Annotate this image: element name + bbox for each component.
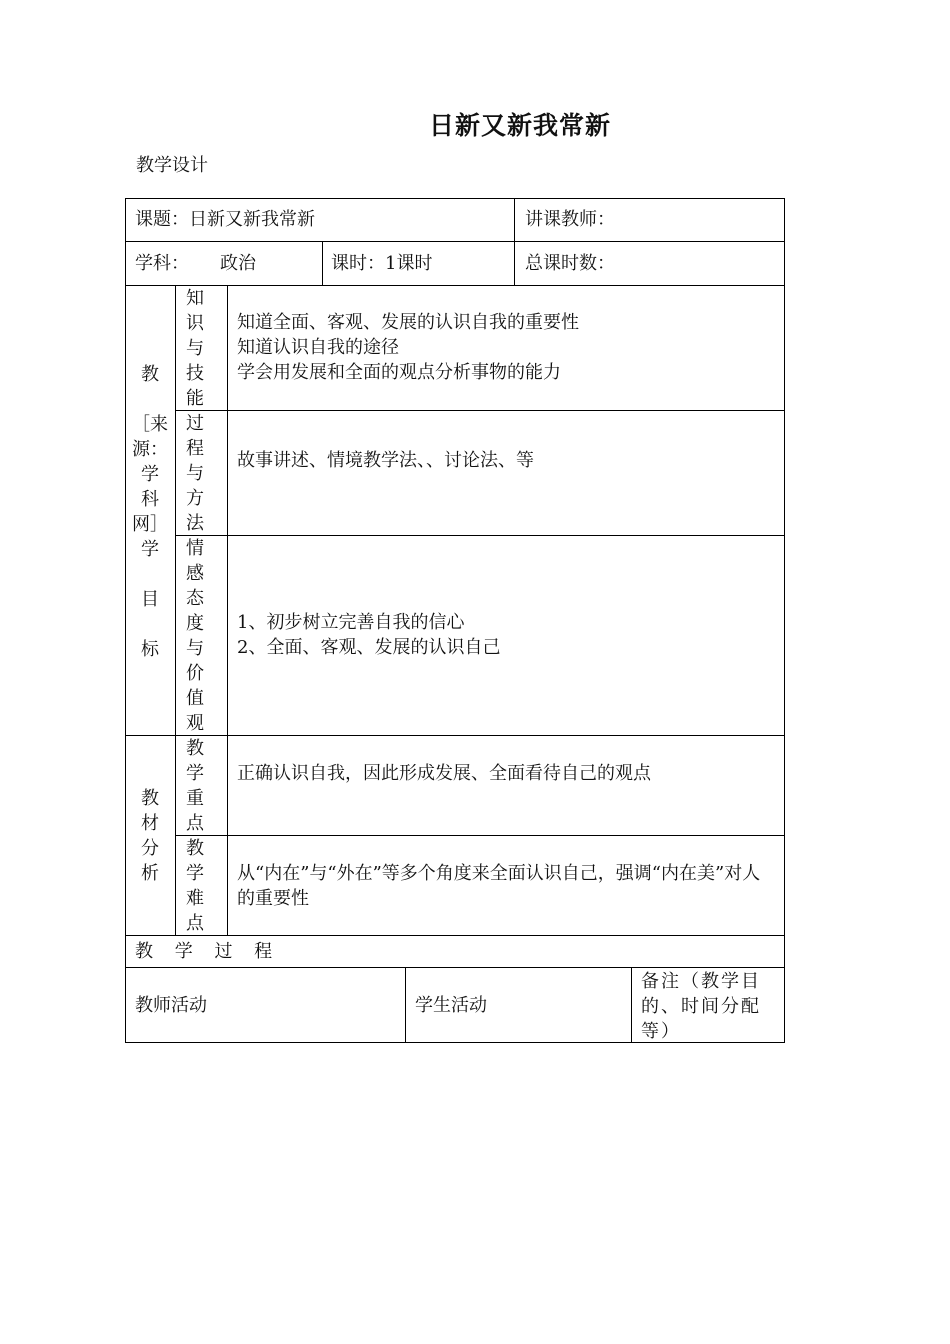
key-point-label: 教 学 重 点 (186, 738, 204, 834)
teacher-activity-header: 教师活动 (135, 995, 207, 1016)
row-divider (125, 935, 785, 936)
row-divider (125, 735, 785, 736)
knowledge-skills-label: 知 识 与 技 能 (186, 288, 204, 409)
teaching-goals-label: 教 ［来 源： 学 科 网］ 学 目 标 (132, 364, 168, 660)
col-divider (514, 198, 515, 286)
row-divider (125, 967, 785, 968)
table-border-right (784, 198, 785, 1043)
row-divider (175, 835, 785, 836)
emotion-values-content: 1、初步树立完善自我的信心 2、全面、客观、发展的认识自己 (237, 612, 501, 658)
teacher-label: 讲课教师： (525, 209, 615, 230)
difficulty-label: 教 学 难 点 (186, 838, 204, 934)
period-label: 课时：1课时 (331, 253, 433, 274)
notes-header: 备注（教学目的、时间分配等） (641, 971, 761, 1042)
key-point-content: 正确认识自我，因此形成发展、全面看待自己的观点 (237, 763, 651, 784)
row-divider (175, 410, 785, 411)
row-divider (125, 285, 785, 286)
knowledge-skills-content: 知道全面、客观、发展的认识自我的重要性 知道认识自我的途径 学会用发展和全面的观点分析事物的能力 (237, 312, 579, 383)
row-divider (125, 241, 785, 242)
process-methods-label: 过 程 与 方 法 (186, 413, 204, 534)
col-divider (175, 285, 176, 936)
teaching-process-header: 教 学 过 程 (135, 941, 281, 962)
subject-label: 学科： (135, 253, 189, 274)
process-methods-content: 故事讲述、情境教学法、、讨论法、等 (237, 450, 534, 471)
col-divider (227, 285, 228, 936)
col-divider (322, 241, 323, 286)
student-activity-header: 学生活动 (415, 995, 487, 1016)
emotion-values-label: 情 感 态 度 与 价 值 观 (186, 538, 204, 734)
table-border-top (125, 198, 785, 199)
document-title: 日新又新我常新 (428, 111, 611, 140)
col-divider (405, 967, 406, 1043)
material-analysis-label: 教 材 分 析 (141, 788, 159, 884)
row-divider (175, 535, 785, 536)
lesson-plan-table (125, 198, 785, 1043)
difficulty-content: 从“内在”与“外在”等多个角度来全面认识自己，强调“内在美”对人的重要性 (237, 863, 761, 909)
subject-value: 政治 (220, 253, 256, 274)
total-periods-label: 总课时数： (525, 253, 615, 274)
topic-label: 课题：日新又新我常新 (135, 209, 315, 230)
section-label: 教学设计 (136, 155, 208, 176)
table-border-left (125, 198, 126, 1043)
col-divider (631, 967, 632, 1043)
